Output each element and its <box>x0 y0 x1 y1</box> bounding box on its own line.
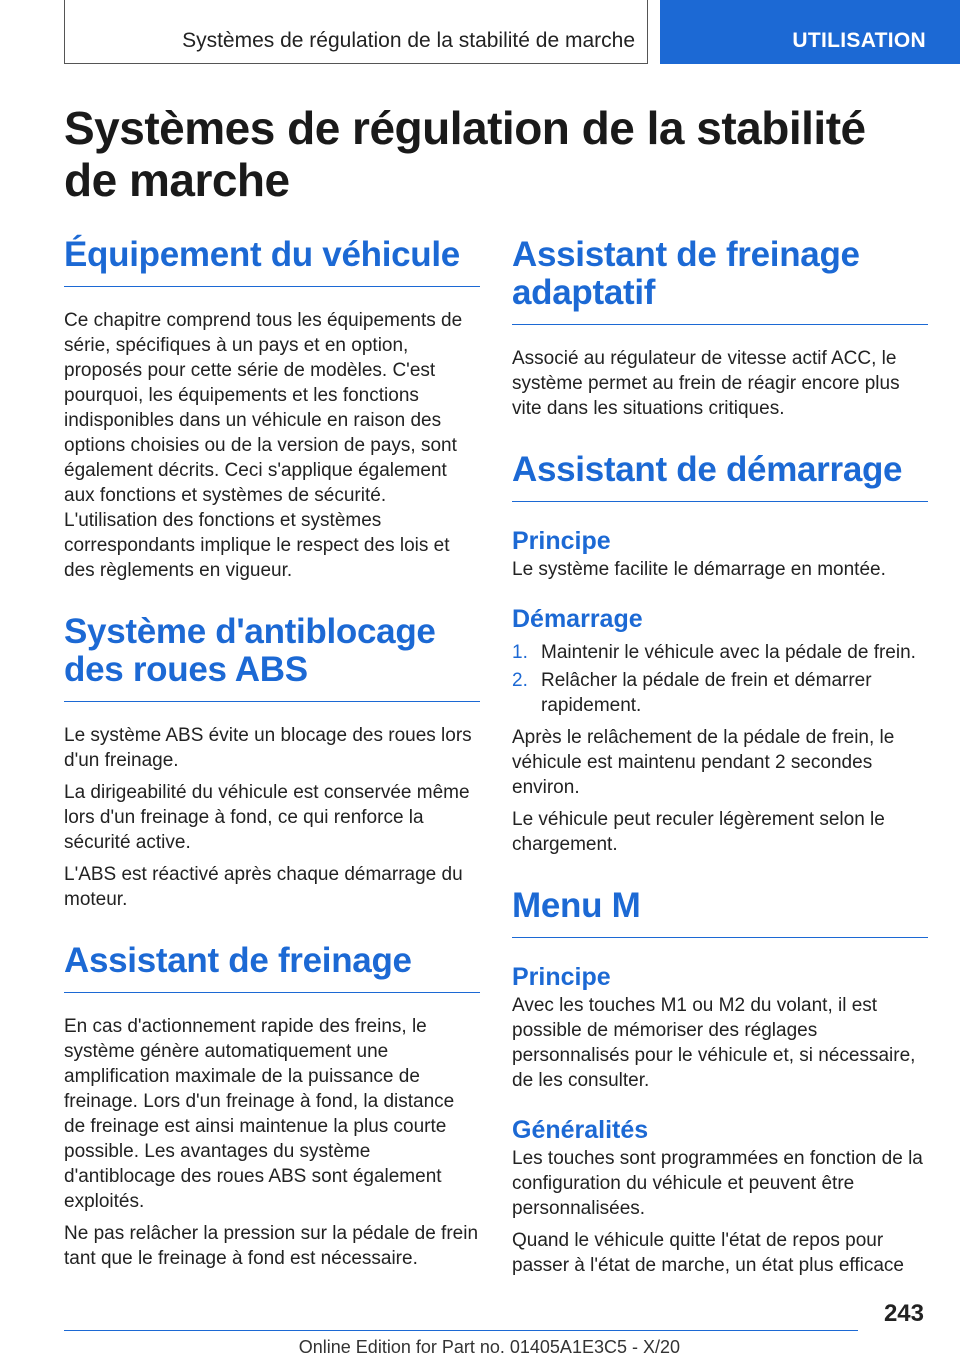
subheading-principle: Principe <box>512 527 611 555</box>
section-brake-assist <box>64 942 480 1271</box>
heading-adaptive-brake: Assistant de freinage adaptatif <box>512 236 928 325</box>
step-number: 2. <box>512 670 528 691</box>
heading-equipment: Équipement du véhicule <box>64 236 480 287</box>
subheading-principle: Principe <box>512 963 611 991</box>
header-chapter-box <box>64 0 648 64</box>
page-number: 243 <box>883 1300 924 1327</box>
m-menu-paragraph: Les touches sont programmées en fonction de la configuration du véhicule et peuvent être personnalisées. <box>512 1148 923 1219</box>
right-column <box>512 236 928 1278</box>
list-item <box>512 668 928 718</box>
header-section-label: UTILISATION <box>792 29 926 52</box>
subheading-start: Démarrage <box>512 605 643 633</box>
brake-assist-paragraph: En cas d'actionnement rapide des freins, le système génère automatiquement une amplification maximale de la puissance de freinage. Lors d'un freinage à fond, la distance de freinage est ainsi maintenue la plus courte possible. Les avantages du système d'antiblocage des roues ABS sont également exploités. <box>64 1016 455 1212</box>
section-hill-start <box>512 451 928 857</box>
footer-divider <box>64 1330 858 1331</box>
abs-paragraph: L'ABS est réactivé après chaque démarrage du moteur. <box>64 864 463 910</box>
hill-start-paragraph: Après le relâchement de la pédale de frein, le véhicule est maintenu pendant 2 secondes environ. <box>512 727 895 798</box>
page-title: Systèmes de régulation de la stabilité de marche <box>64 102 866 206</box>
subheading-general: Généralités <box>512 1116 649 1144</box>
heading-m-menu: Menu M <box>512 887 928 938</box>
left-column <box>64 236 480 1271</box>
hill-start-paragraph: Le véhicule peut reculer légèrement selon le chargement. <box>512 809 885 855</box>
step-text: Maintenir le véhicule avec la pédale de frein. <box>541 642 916 663</box>
section-adaptive-brake <box>512 236 928 421</box>
heading-hill-start: Assistant de démarrage <box>512 451 928 502</box>
section-m-menu <box>512 887 928 1278</box>
m-menu-paragraph: Quand le véhicule quitte l'état de repos pour passer à l'état de marche, un état plus efficace <box>512 1230 904 1276</box>
step-number: 1. <box>512 642 528 663</box>
equipment-text: Ce chapitre comprend tous les équipements de série, spécifiques à un pays et en option, proposés pour cette série de modèles. C'est pourquoi, les équipements et les fonctions indisponibles dans un véhicule en raison des options choisies ou de la version de pays, sont également décrits. Ceci s'applique également aux fonctions et systèmes de sécurité. L'utilisation des fonctions et systèmes correspondants implique le respect des lois et des règlements en vigueur. <box>64 310 463 581</box>
list-item <box>512 640 928 665</box>
adaptive-brake-text: Associé au régulateur de vitesse actif ACC, le système permet au frein de réagir encore plus vite dans les situations critiques. <box>512 348 900 419</box>
start-steps-list <box>512 640 928 718</box>
header-section-tab[interactable] <box>660 0 960 64</box>
abs-paragraph: La dirigeabilité du véhicule est conservée même lors d'un freinage à fond, ce qui renforce la sécurité active. <box>64 782 470 853</box>
footer-edition-text: Online Edition for Part no. 01405A1E3C5 - X/20 <box>298 1337 680 1357</box>
section-equipment <box>64 236 480 583</box>
section-abs <box>64 613 480 912</box>
brake-assist-paragraph: Ne pas relâcher la pression sur la pédale de frein tant que le freinage à fond est nécessaire. <box>64 1223 479 1269</box>
m-menu-principle-text: Avec les touches M1 ou M2 du volant, il est possible de mémoriser des réglages personnalisés pour le véhicule et, si nécessaire, de les consulter. <box>512 995 916 1091</box>
step-text: Relâcher la pédale de frein et démarrer rapidement. <box>541 670 872 716</box>
hill-start-principle-text: Le système facilite le démarrage en montée. <box>512 559 886 580</box>
heading-brake-assist: Assistant de freinage <box>64 942 480 993</box>
heading-abs: Système d'antiblocage des roues ABS <box>64 613 480 702</box>
header-chapter-title: Systèmes de régulation de la stabilité de marche <box>182 29 635 52</box>
abs-paragraph: Le système ABS évite un blocage des roues lors d'un freinage. <box>64 725 472 771</box>
